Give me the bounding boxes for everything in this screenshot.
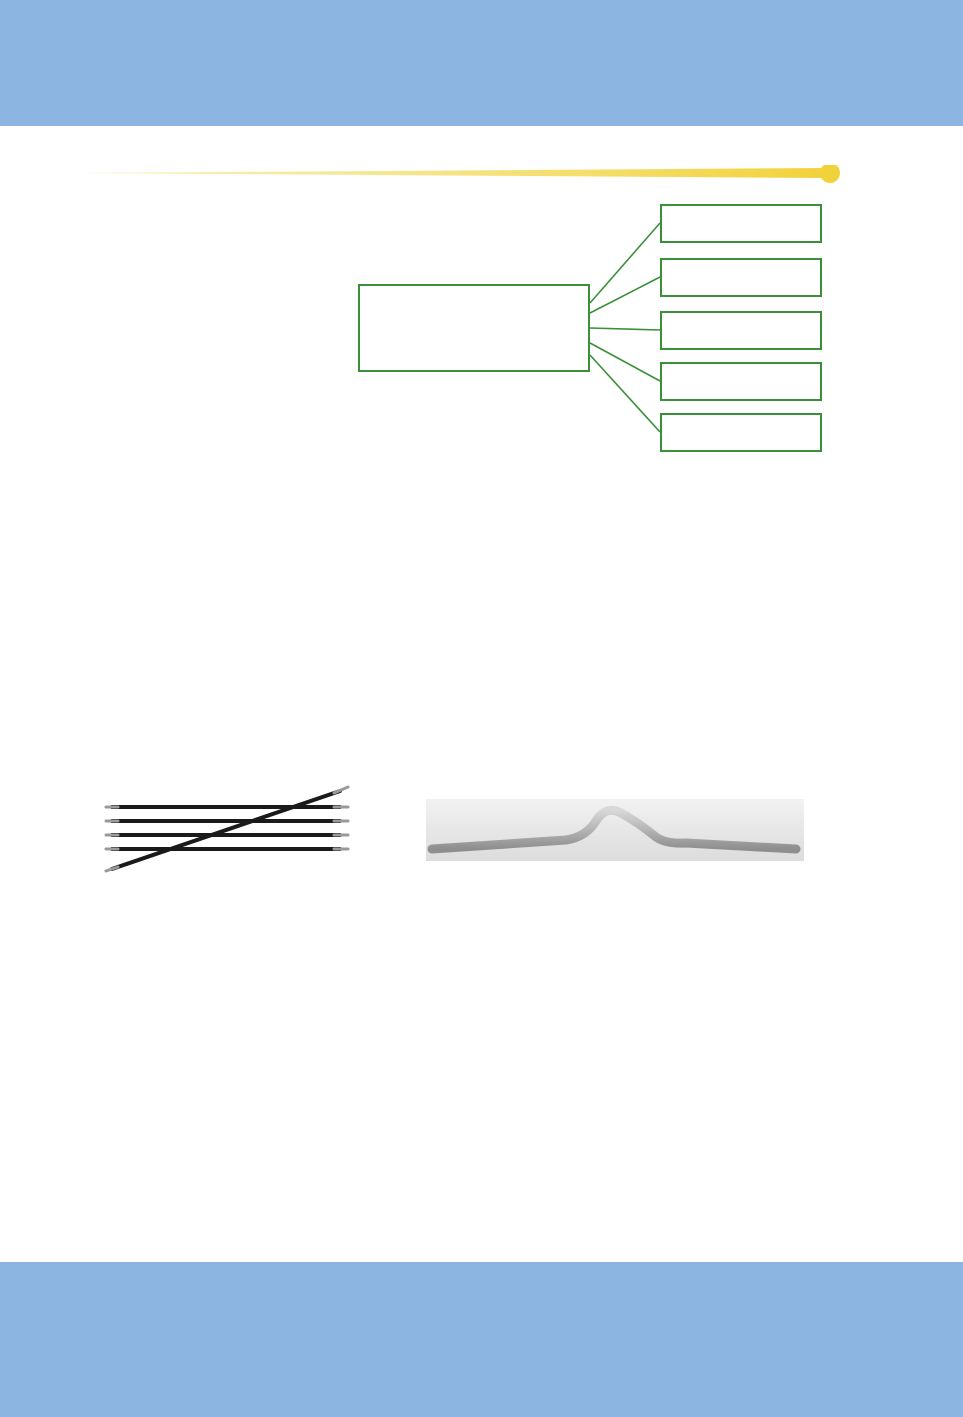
auxiliary-paragraph bbox=[70, 727, 824, 752]
heading-underline bbox=[76, 165, 846, 185]
intro-paragraph bbox=[70, 200, 342, 225]
diagram-item-plastic bbox=[660, 362, 822, 401]
diagram-item-steel bbox=[660, 258, 822, 297]
double-pointed-paragraph bbox=[70, 625, 824, 650]
diagram-item-wood bbox=[660, 311, 822, 350]
thickness-paragraph bbox=[70, 1117, 824, 1142]
also-paragraph bbox=[70, 600, 824, 625]
materials-diagram bbox=[358, 203, 824, 453]
diagram-main-box bbox=[358, 284, 590, 372]
yarn-paragraph bbox=[70, 993, 824, 1018]
section-side-label bbox=[833, 238, 881, 398]
materials-tools-paragraph bbox=[70, 917, 824, 942]
cable-needle-image bbox=[426, 799, 804, 861]
double-pointed-needles-image bbox=[104, 785, 350, 875]
top-lace-pattern bbox=[0, 0, 963, 130]
diagram-item-aluminum bbox=[660, 204, 822, 243]
bottom-lace-pattern bbox=[0, 1250, 963, 1417]
diagram-item-bone bbox=[660, 413, 822, 452]
